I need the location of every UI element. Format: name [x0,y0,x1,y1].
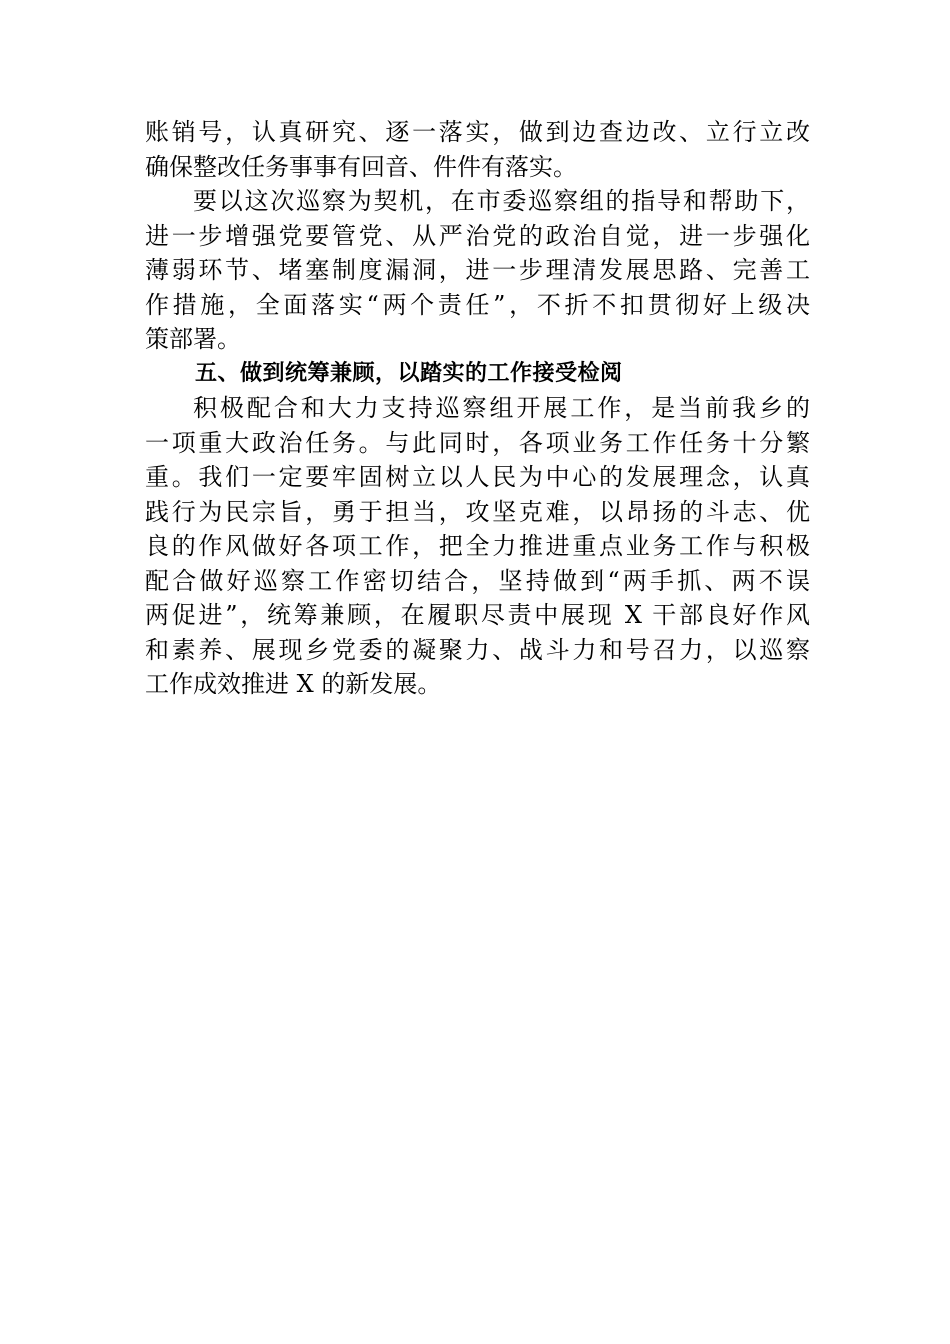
paragraph-line: 一项重大政治任务。与此同时，各项业务工作任务十分繁 [145,428,810,457]
paragraph-line: 良的作风做好各项工作，把全力推进重点业务工作与积极 [145,532,810,560]
paragraph-line: 确保整改任务事事有回音、件件有落实。 [145,152,577,181]
paragraph-1 [145,115,810,184]
paragraph-line: 要以这次巡察为契机，在市委巡察组的指导和帮助下， [193,187,810,215]
paragraph-line: 作措施，全面落实“两个责任”，不折不扣贯彻好上级决 [145,290,810,319]
paragraph-line: 工作成效推进 X 的新发展。 [145,670,442,698]
paragraph-2 [145,184,810,357]
paragraph-line: 策部署。 [145,325,241,353]
paragraph-line: 薄弱环节、堵塞制度漏洞，进一步理清发展思路、完善工 [145,256,810,284]
paragraph-line: 重。我们一定要牢固树立以人民为中心的发展理念，认真 [145,463,810,491]
paragraph-line: 两促进”，统筹兼顾，在履职尽责中展现 X 干部良好作风 [145,601,810,629]
paragraph-line: 账销号，认真研究、逐一落实，做到边查边改、立行立改 [145,118,810,146]
paragraph-line: 积极配合和大力支持巡察组开展工作，是当前我乡的 [193,394,810,422]
section-heading: 五、做到统筹兼顾，以踏实的工作接受检阅 [195,360,623,386]
paragraph-line: 践行为民宗旨，勇于担当，攻坚克难，以昂扬的斗志、优 [145,497,810,526]
paragraph-line: 配合做好巡察工作密切结合，坚持做到“两手抓、两不误 [145,566,810,595]
paragraph-line: 进一步增强党要管党、从严治党的政治自觉，进一步强化 [145,221,810,250]
paragraph-line: 和素养、展现乡党委的凝聚力、战斗力和号召力，以巡察 [145,635,810,664]
document-body [145,115,810,702]
paragraph-3 [145,391,810,702]
